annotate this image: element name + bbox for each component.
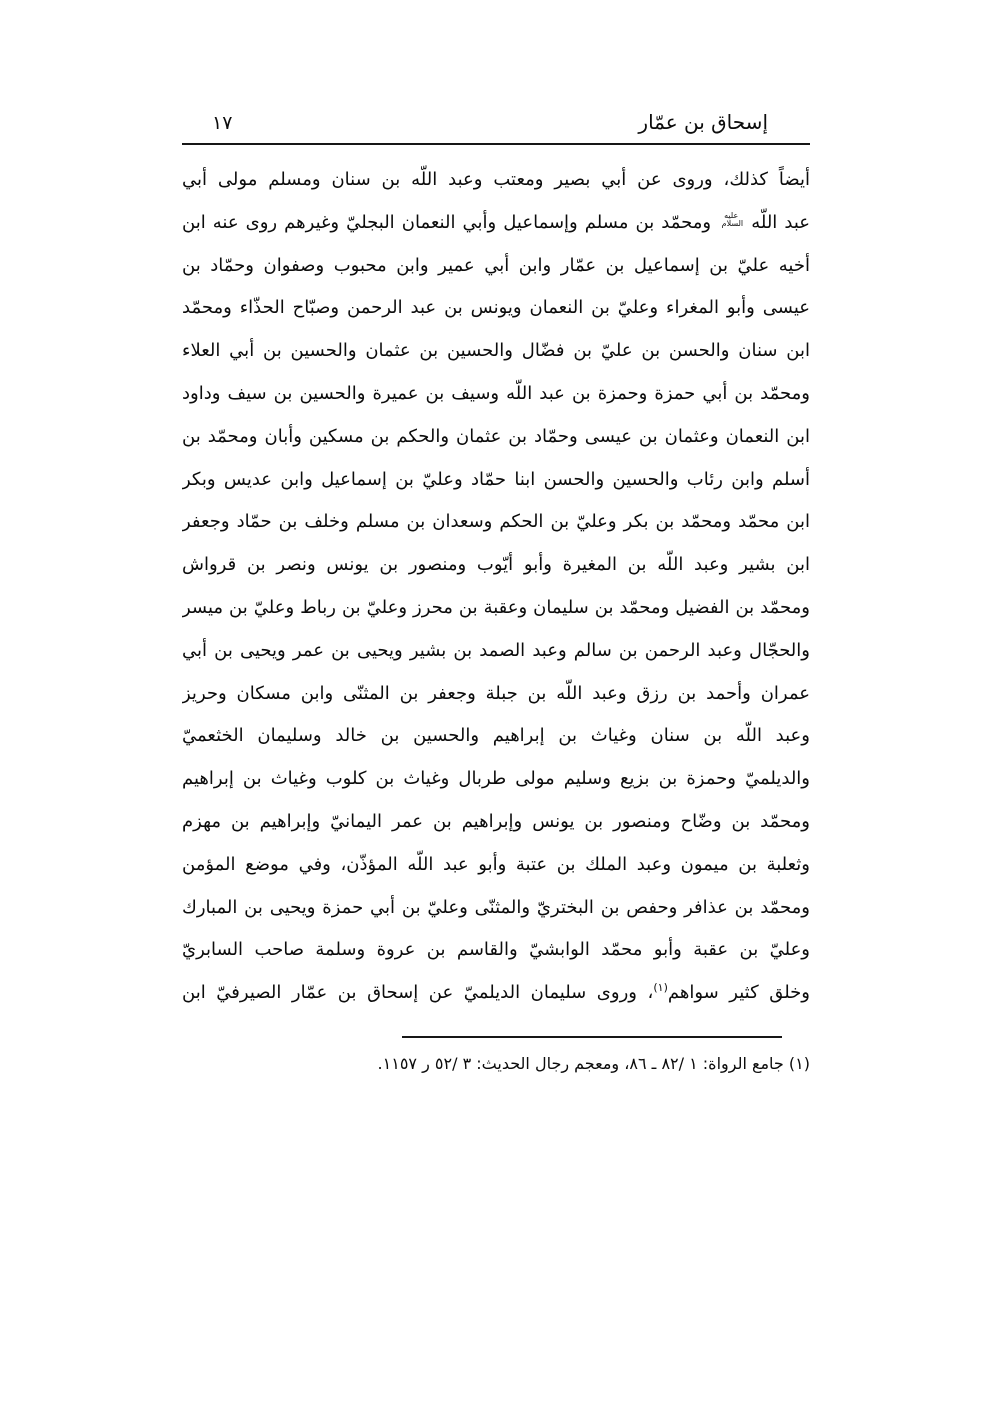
body-line: أخيه عليّ بن إسماعيل بن عمّار وابن أبي عمير وابن محبوب وصفوان وحمّاد بن <box>182 254 810 276</box>
body-line: ابن سنان والحسن بن عليّ بن فضّال والحسين بن عثمان والحسين بن أبي العلاء <box>182 340 810 362</box>
body-line: ابن النعمان وعثمان بن عيسى وحمّاد بن عثمان والحكم بن مسكين وأبان ومحمّد بن <box>182 425 810 447</box>
body-line: ابن محمّد ومحمّد بن بكر وعليّ بن الحكم وسعدان بن مسلم وخلف بن حمّاد وجعفر <box>182 511 810 533</box>
body-text <box>182 159 810 1015</box>
body-line: ومحمّد بن وضّاح ومنصور بن يونس وإبراهيم بن عمر اليمانيّ وإبراهيم بن مهزم <box>182 810 810 832</box>
body-line: وعليّ بن عقبة وأبو محمّد الوابشيّ والقاسم بن عروة وسلمة صاحب السابريّ <box>182 939 810 961</box>
page-content <box>182 110 810 1079</box>
running-title: إسحاق بن عمّار <box>638 110 768 134</box>
body-line: ابن بشير وعبد اللّه بن المغيرة وأبو أيّوب ومنصور بن يونس ونصر بن قرواش <box>182 554 810 576</box>
body-line: ومحمّد بن عذافر وحفص بن البختريّ والمثنّى وعليّ بن أبي حمزة ويحيى بن المبارك <box>182 896 810 918</box>
body-line: وثعلبة بن ميمون وعبد الملك بن عتبة وأبو عبد اللّه المؤذّن، وفي موضع المؤمن <box>182 853 810 875</box>
alayhis-salam-honorific: عليه السلام <box>721 211 744 228</box>
header-rule <box>182 143 810 145</box>
body-line: ومحمّد بن أبي حمزة وحمزة بن عبد اللّه وسيف بن عميرة والحسين بن سيف وداود <box>182 382 810 404</box>
body-line: وعبد اللّه بن سنان وغياث بن إبراهيم والحسين بن خالد وسليمان الخثعميّ <box>182 725 810 747</box>
footnote-reference: (١) <box>653 981 668 995</box>
body-line: والديلميّ وحمزة بن بزيع وسليم مولى طربال وغياث بن كلوب وغياث بن إبراهيم <box>182 768 810 790</box>
footnote-separator-rule <box>402 1036 782 1038</box>
body-line: عمران وأحمد بن رزق وعبد اللّه بن جبلة وجعفر بن المثنّى وابن مسكان وحريز <box>182 682 810 704</box>
body-line: ومحمّد بن الفضيل ومحمّد بن سليمان وعقبة بن محرز وعليّ بن رباط وعليّ بن ميسر <box>182 596 810 618</box>
body-line: أسلم وابن رئاب والحسين والحسن ابنا حمّاد وعليّ بن إسماعيل وابن عديس وبكر <box>182 468 810 490</box>
page-number: ١٧ <box>212 112 233 134</box>
footnote: (١) جامع الرواة: ١ /٨٢ ـ ٨٦، ومعجم رجال الحديث: ٣ /٥٢ ر ١١٥٧. <box>377 1053 810 1073</box>
body-line: أيضاً كذلك، وروى عن أبي بصير ومعتب وعبد اللّه بن سنان ومسلم مولى أبي <box>182 169 810 190</box>
page-header <box>182 110 810 143</box>
body-line: وخلق كثير سواهم$^{(١)}$، وروى سليمان الديلميّ عن إسحاق بن عمّار الصيرفيّ ابن <box>182 981 810 1004</box>
body-line: عبد اللّه عليه السلام ومحمّد بن مسلم وإسماعيل وأبي النعمان البجليّ وغيرهم روى عنه ابن <box>182 211 810 233</box>
body-line: عيسى وأبو المغراء وعليّ بن النعمان ويونس بن عبد الرحمن وصبّاح الحذّاء ومحمّد <box>182 297 810 319</box>
body-line: والحجّال وعبد الرحمن بن سالم وعبد الصمد بن بشير ويحيى بن عمر ويحيى بن أبي <box>182 639 810 661</box>
